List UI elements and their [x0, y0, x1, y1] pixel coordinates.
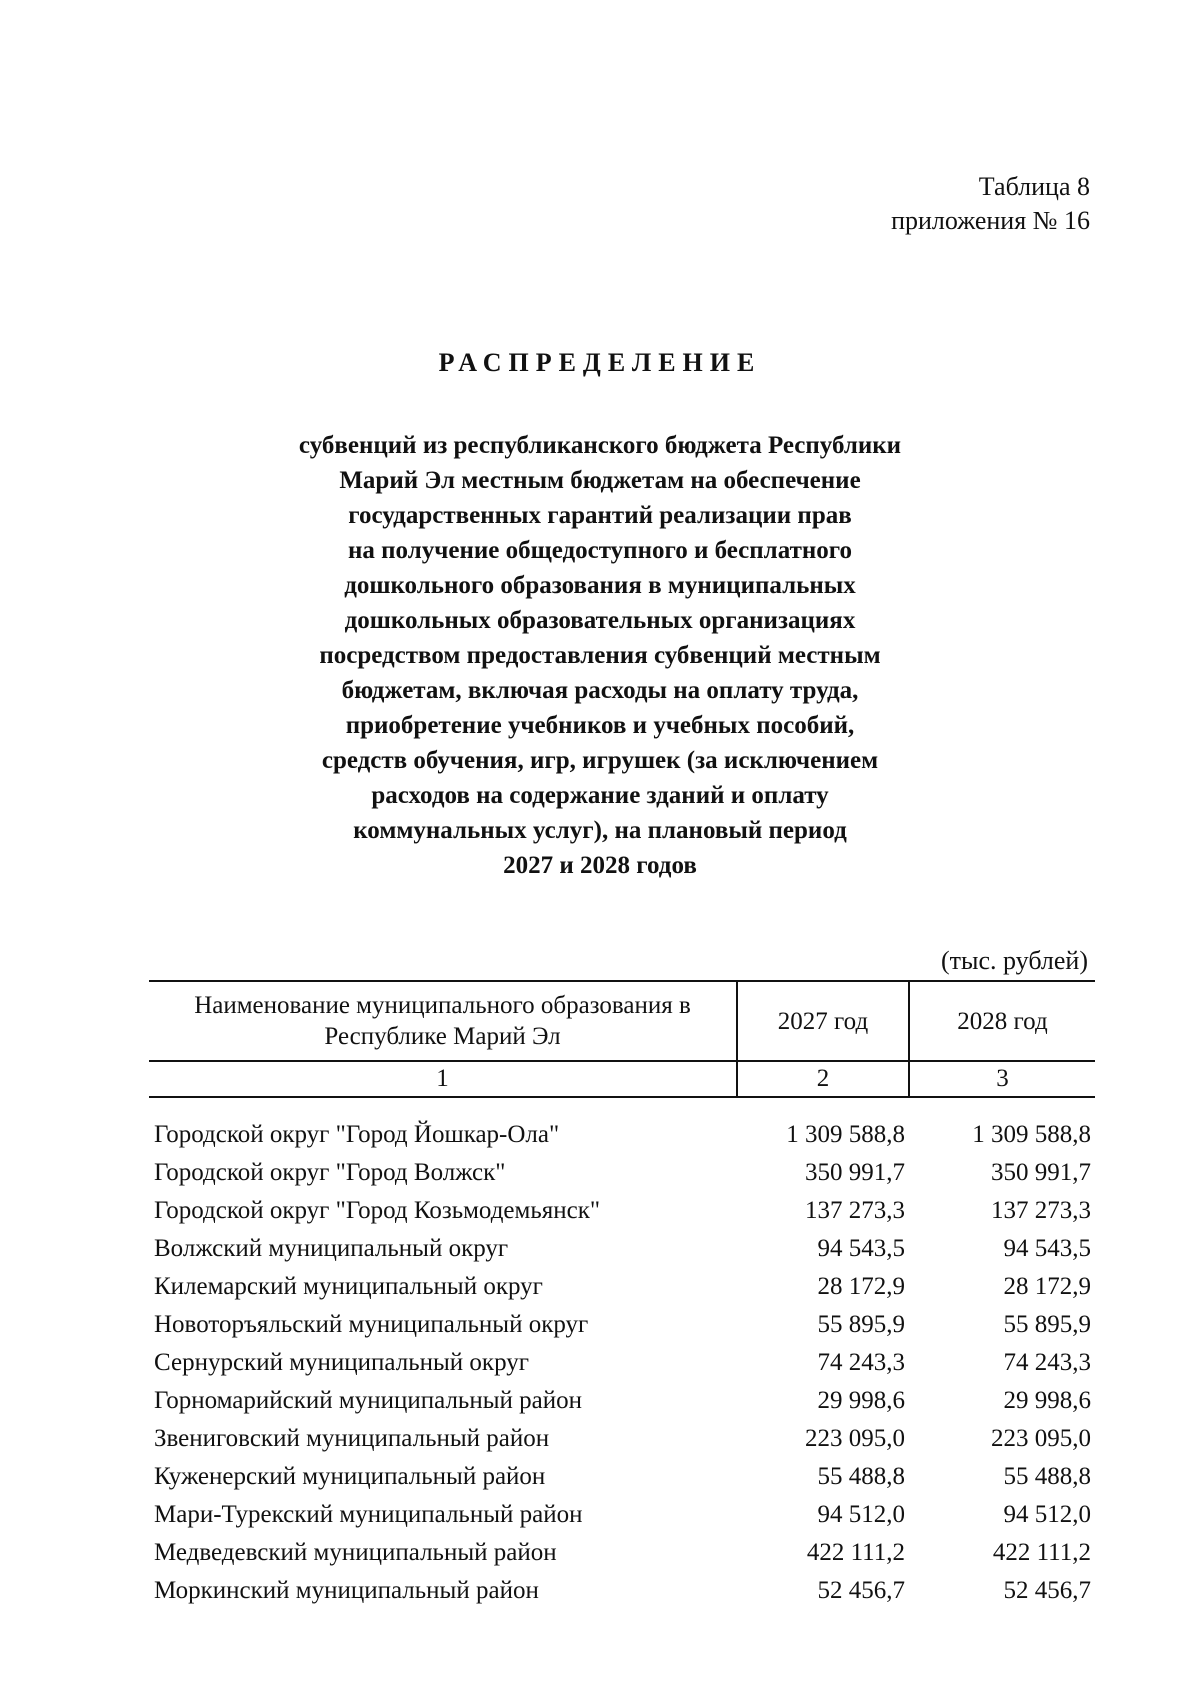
subtitle-line: средств обучения, игр, игрушек (за исключением: [321, 747, 879, 774]
subtitle-line: на получение общедоступного и бесплатного: [348, 537, 852, 564]
value-2028: 137 273,3: [991, 1197, 1091, 1224]
subtitle-line: приобретение учебников и учебных пособий,: [345, 712, 855, 739]
municipality-name: Городской округ "Город Волжск": [154, 1159, 506, 1186]
table-header-row: [149, 981, 1095, 1061]
distribution-table: [149, 980, 1095, 1610]
table-row: [149, 1458, 1095, 1496]
value-2027: 55 488,8: [817, 1463, 905, 1490]
header-municipality: Наименование муниципального образования в Республике Марий Эл: [149, 981, 737, 1061]
subtitle-line: государственных гарантий реализации прав: [348, 502, 852, 529]
value-2028: 52 456,7: [1003, 1577, 1091, 1604]
document-subtitle: [0, 428, 1200, 883]
column-number: 2: [737, 1061, 909, 1097]
value-2028: 55 488,8: [1003, 1463, 1091, 1490]
subtitle-line: 2027 и 2028 годов: [503, 852, 697, 879]
value-2027: 94 543,5: [817, 1235, 905, 1262]
value-2027: 29 998,6: [817, 1387, 905, 1414]
subtitle-line: посредством предоставления субвенций местным: [319, 642, 881, 669]
municipality-name: Медведевский муниципальный район: [154, 1539, 557, 1566]
table-row: [149, 1154, 1095, 1192]
value-2028: 223 095,0: [991, 1425, 1091, 1452]
column-number: 1: [149, 1061, 737, 1097]
value-2028: 1 309 588,8: [972, 1121, 1091, 1148]
municipality-name: Городской округ "Город Йошкар-Ола": [154, 1121, 560, 1148]
table-row: [149, 1420, 1095, 1458]
table-number: Таблица 8: [978, 172, 1090, 201]
column-number: 3: [909, 1061, 1095, 1097]
value-2027: 422 111,2: [806, 1539, 905, 1566]
unit-label: (тыс. рублей): [940, 946, 1088, 975]
municipality-name: Куженерский муниципальный район: [154, 1463, 546, 1490]
value-2028: 55 895,9: [1003, 1311, 1091, 1338]
appendix-number: приложения № 16: [891, 206, 1090, 235]
table-row: [149, 1534, 1095, 1572]
value-2028: 350 991,7: [991, 1159, 1091, 1186]
subtitle-line: бюджетам, включая расходы на оплату труда,: [341, 677, 859, 704]
value-2027: 223 095,0: [805, 1425, 905, 1452]
table-row: [149, 1344, 1095, 1382]
municipality-name: Новоторъяльский муниципальный округ: [154, 1311, 589, 1338]
value-2028: 29 998,6: [1003, 1387, 1091, 1414]
subtitle-line: Марий Эл местным бюджетам на обеспечение: [339, 467, 861, 494]
value-2027: 350 991,7: [805, 1159, 905, 1186]
municipality-name: Сернурский муниципальный округ: [154, 1349, 529, 1376]
table-row: [149, 1268, 1095, 1306]
value-2027: 55 895,9: [817, 1311, 905, 1338]
value-2028: 94 543,5: [1003, 1235, 1091, 1262]
subtitle-line: коммунальных услуг), на плановый период: [353, 817, 847, 844]
value-2027: 1 309 588,8: [786, 1121, 905, 1148]
table-row: [149, 1382, 1095, 1420]
column-number-row: [149, 1061, 1095, 1097]
value-2028: 28 172,9: [1003, 1273, 1091, 1300]
table-row: [149, 1192, 1095, 1230]
value-2027: 52 456,7: [817, 1577, 905, 1604]
table-row: [149, 1306, 1095, 1344]
header-2027: 2027 год: [737, 981, 909, 1061]
value-2027: 74 243,3: [817, 1349, 905, 1376]
municipality-name: Волжский муниципальный округ: [154, 1235, 509, 1262]
document-title: РАСПРЕДЕЛЕНИЕ: [438, 348, 762, 377]
value-2027: 94 512,0: [817, 1501, 905, 1528]
table-row: [149, 1572, 1095, 1610]
table-row: [149, 1496, 1095, 1534]
value-2028: 422 111,2: [992, 1539, 1091, 1566]
municipality-name: Мари-Турекский муниципальный район: [154, 1501, 583, 1528]
subtitle-line: расходов на содержание зданий и оплату: [371, 782, 829, 809]
header-2028: 2028 год: [909, 981, 1095, 1061]
table-row: [149, 1097, 1095, 1154]
municipality-name: Горномарийский муниципальный район: [154, 1387, 582, 1414]
municipality-name: Моркинский муниципальный район: [154, 1577, 539, 1604]
table-reference: [690, 170, 1090, 238]
value-2027: 137 273,3: [805, 1197, 905, 1224]
subtitle-line: дошкольных образовательных организациях: [344, 607, 856, 634]
value-2027: 28 172,9: [817, 1273, 905, 1300]
subtitle-line: дошкольного образования в муниципальных: [344, 572, 856, 599]
municipality-name: Городской округ "Город Козьмодемьянск": [154, 1197, 601, 1224]
municipality-name: Килемарский муниципальный округ: [154, 1273, 543, 1300]
subtitle-line: субвенций из республиканского бюджета Республики: [298, 432, 902, 459]
value-2028: 94 512,0: [1003, 1501, 1091, 1528]
value-2028: 74 243,3: [1003, 1349, 1091, 1376]
table-row: [149, 1230, 1095, 1268]
municipality-name: Звениговский муниципальный район: [154, 1425, 550, 1452]
